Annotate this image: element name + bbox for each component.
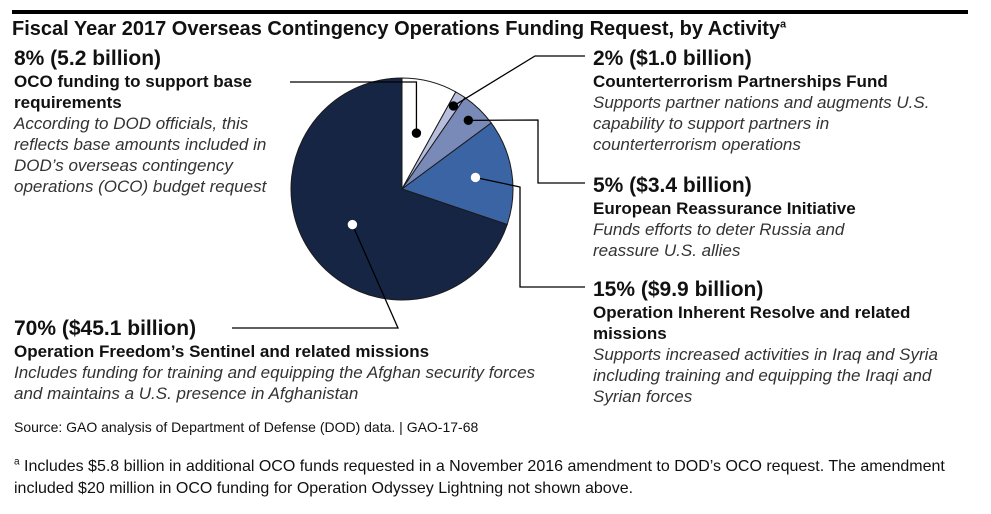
callout-eri	[593, 174, 893, 261]
footnote-marker: a	[14, 456, 20, 468]
callout-ctpf-description: Supports partner nations and augments U.S. capability to support partners in counterterrorism operations	[593, 93, 930, 154]
callout-oir-description: Supports increased activities in Iraq and Syria including training and equipping the Iraqi and Syrian forces	[593, 345, 938, 406]
leader-dot-oir	[471, 173, 479, 181]
callout-ofs-name: Operation Freedom’s Sentinel and related missions	[14, 342, 430, 361]
leader-dot-eri	[464, 116, 472, 124]
callout-oir-percent: 15% ($9.9 billion)	[593, 278, 764, 301]
callout-ctpf	[593, 47, 933, 155]
callout-ofs-description: Includes funding for training and equipping the Afghan security forces and maintains a U.S. presence in Afghanistan	[14, 363, 536, 403]
chart-title: Fiscal Year 2017 Overseas Contingency Operations Funding Request, by Activity$^a$	[12, 18, 787, 40]
title-footnote-marker: a	[780, 18, 787, 31]
callout-oir	[593, 278, 953, 407]
callout-base-percent: 8% (5.2 billion)	[14, 47, 162, 70]
callout-oir-name: Operation Inherent Resolve and related missions	[593, 303, 911, 343]
leader-dot-ctpf	[449, 102, 457, 110]
leader-line-ctpf	[453, 56, 585, 106]
footnote-text: Includes $5.8 billion in additional OCO funds requested in a November 2016 amendment to DOD’s OCO request. The amendment included $20 million in OCO funding for Operation Odyssey Lightning not shown above.	[14, 458, 945, 497]
callout-eri-name: European Reassurance Initiative	[593, 199, 856, 218]
callout-base-description: According to DOD officials, this reflects base amounts included in DOD’s overseas contingency operations (OCO) budget request	[14, 114, 267, 196]
leader-dot-base	[412, 129, 420, 137]
callout-eri-description: Funds efforts to deter Russia and reassure U.S. allies	[593, 220, 845, 260]
callout-ofs-percent: 70% ($45.1 billion)	[14, 317, 197, 340]
callout-ctpf-name: Counterterrorism Partnerships Fund	[593, 72, 888, 91]
callout-base-name: OCO funding to support base requirements	[14, 72, 252, 112]
callout-base	[14, 47, 286, 197]
callout-ofs	[14, 317, 554, 404]
leader-dot-ofs	[348, 220, 356, 228]
callout-eri-percent: 5% ($3.4 billion)	[593, 174, 752, 197]
source-note: Source: GAO analysis of Department of Defense (DOD) data. | GAO-17-68	[14, 419, 479, 435]
callout-ctpf-percent: 2% ($1.0 billion)	[593, 47, 752, 70]
footnote	[14, 456, 974, 500]
